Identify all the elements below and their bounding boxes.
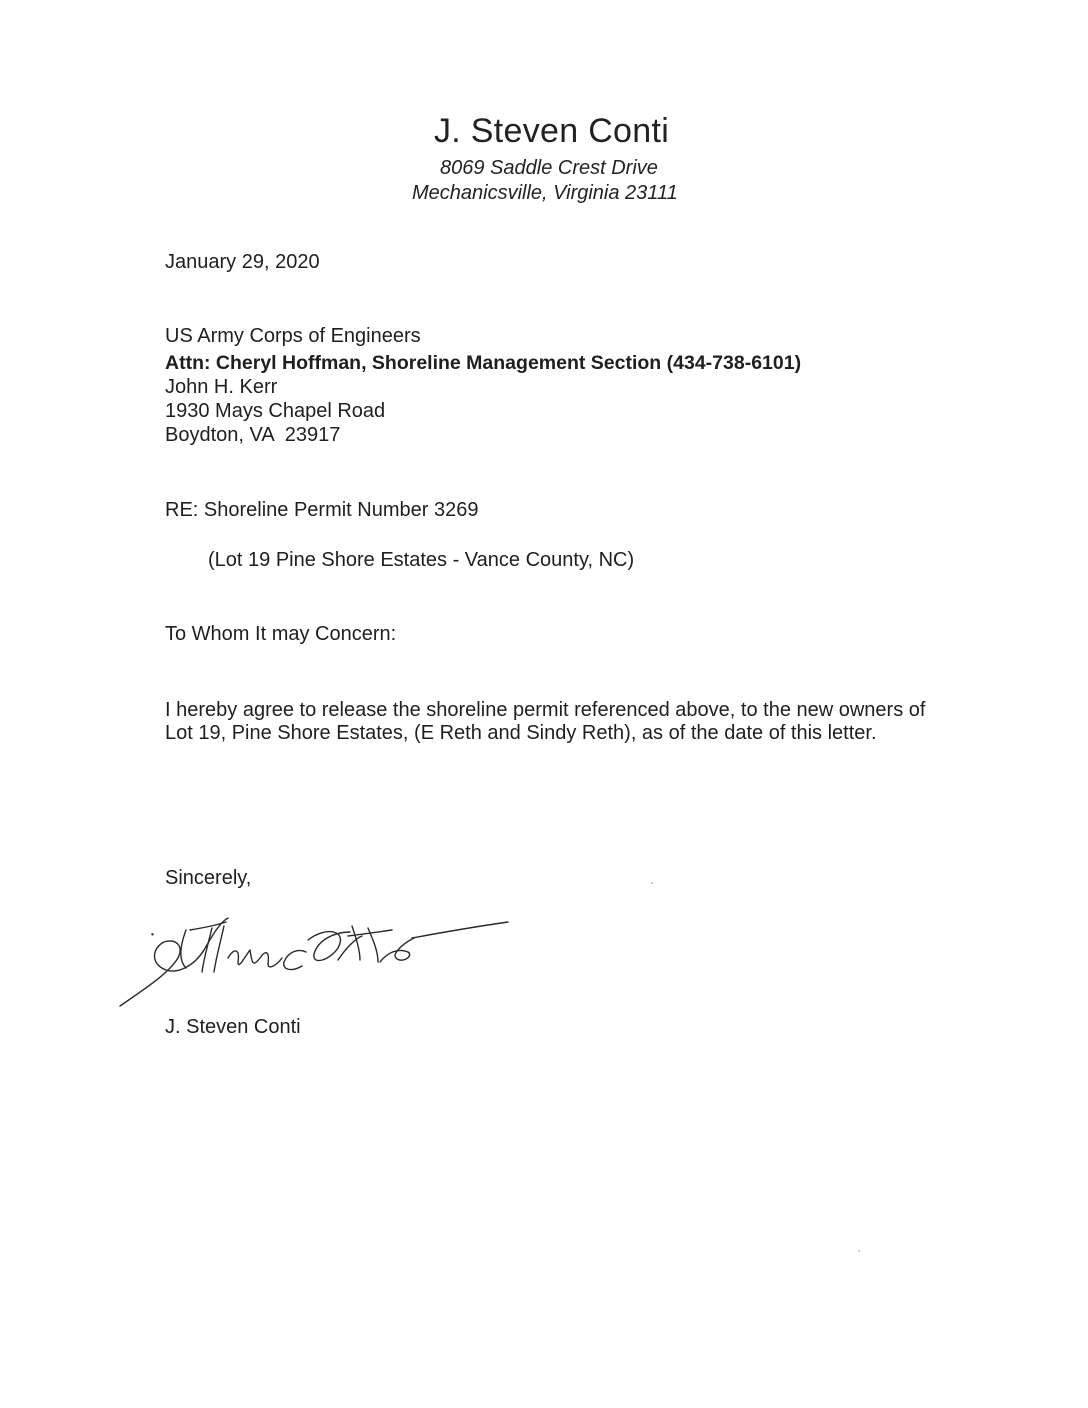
signature-printed-name: J. Steven Conti xyxy=(165,1016,301,1038)
recipient-organization: US Army Corps of Engineers xyxy=(165,325,421,347)
re-subject: RE: Shoreline Permit Number 3269 xyxy=(165,499,479,521)
re-detail: (Lot 19 Pine Shore Estates - Vance County, NC) xyxy=(208,549,635,571)
salutation: To Whom It may Concern: xyxy=(165,623,397,645)
scan-speck xyxy=(651,882,653,884)
letterhead-name: J. Steven Conti xyxy=(434,112,670,150)
letterhead-address-line2: Mechanicsville, Virginia 23111 xyxy=(412,182,678,204)
recipient-city: Boydton, VA 23917 xyxy=(165,424,341,446)
handwritten-signature xyxy=(116,908,516,1008)
letter-body: I hereby agree to release the shoreline permit referenced above, to the new owners of Lot 19, Pine Shore Estates, (E Reth and Sindy Reth), as of the date of this letter. xyxy=(165,699,926,744)
recipient-project: John H. Kerr xyxy=(165,376,278,398)
recipient-street: 1930 Mays Chapel Road xyxy=(165,400,386,422)
closing: Sincerely, xyxy=(165,867,252,889)
letter-date: January 29, 2020 xyxy=(165,251,320,273)
letterhead-address-line1: 8069 Saddle Crest Drive xyxy=(440,157,658,179)
recipient-attention: Attn: Cheryl Hoffman, Shoreline Management Section (434-738-6101) xyxy=(165,352,802,374)
scan-speck xyxy=(858,1250,860,1252)
